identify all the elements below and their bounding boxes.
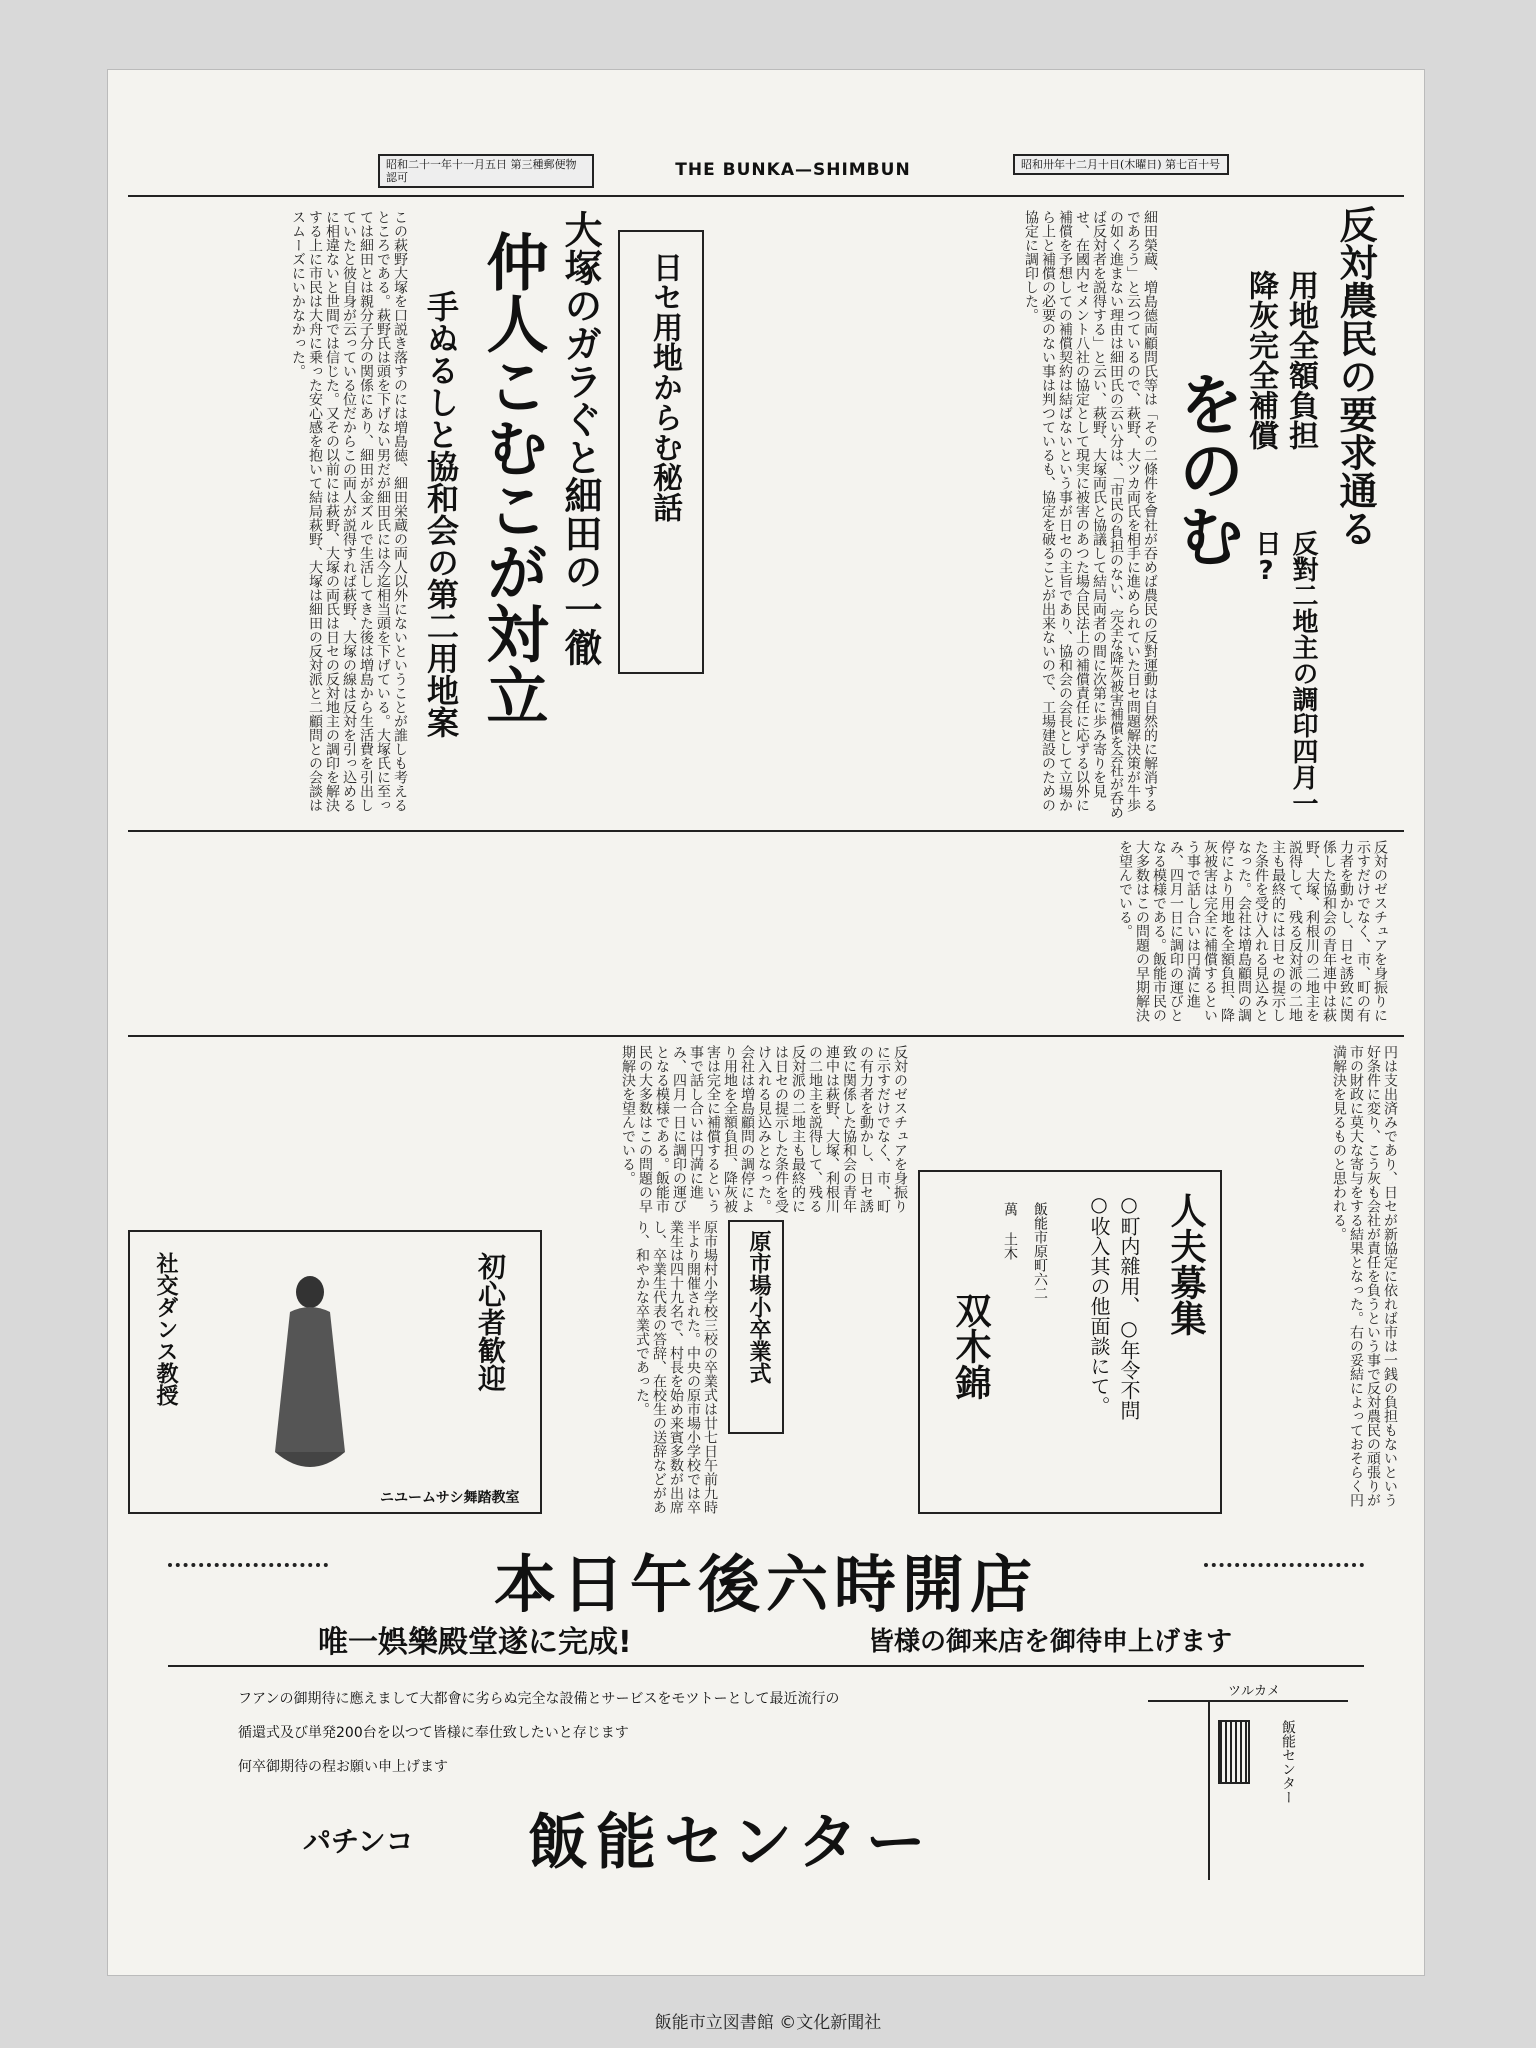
article2-headline1: 大塚のガラぐと細田の一徹 xyxy=(558,210,602,666)
mid-rule xyxy=(128,830,1404,832)
ad-rule xyxy=(168,1665,1364,1667)
location-map xyxy=(1128,1680,1368,1880)
article1-body: 細田榮蔵、増島德両顧問氏等は「その二條件を會社が吞めば農民の反對運動は自然的に解消するであろう」と云つているので、萩野、大ツカ両氏を相手に進められていた日セ問題解決策が牛歩の如く進まない理由は細田氏の云い分は、「市民の負担のない、完全な降灰被害補償を会社が呑めば反対者を説得する」と云い、萩野、大塚両氏と協議して結局両者の間に次第に歩み寄りを見せ、在國内セメント八社の協定として現実に被害のあつた場合民法上の補償責任に応ずる以外に補償を予想しての補償契約は結ばないという事が日セの主旨であり、協和会の会長として立場から上と補償の必要のない事は判つているも、協定を破ることが出来ないので、工場建設のための協定に調印した。 xyxy=(1023,210,1158,819)
school-headline: 原市場小卒業式 xyxy=(746,1230,771,1384)
article2-body: この萩野大塚を口説き落すのには増島徳、細田栄蔵の両人以外にないということが誰しも考えるところである。萩野氏は頭を下げない男だが細田氏には今迄相当頭を下げている。大塚氏に至っては細田とは親分子分の関係にあり、細田が金ズルで生活してきた後は増島から生活費を引出していたと彼自身が云っている位だからこの両人が説得すれば萩野、大塚の線は反対を引っ込めるに相違ないと世間では信じた。又その以前には萩野、大塚の両氏は日セの反対地主の調印を解決する上に市民は大舟に乗った安心感を抱いて結局萩野、大塚は細田の反対派と二顧問との会談はスムーズにいかなかった。 xyxy=(290,210,408,812)
article1-headline-date: 反對二地主の調印四月一日? xyxy=(1251,530,1318,816)
article2-headline3: 手ぬるしと協和会の第二用地案 xyxy=(422,290,460,738)
newspaper-page xyxy=(108,70,1424,1975)
banner-title: 本日午後六時開店 xyxy=(493,1548,1038,1621)
banner-sub2: 皆様の御来店を御待申上げます xyxy=(868,1627,1233,1657)
dancers-illustration xyxy=(250,1252,370,1482)
school-body: 原市場村小学校三校の卒業式は廿七日午前九時半より開催された。中央の原市場小学校では卒業生は四十九名で、村長を始め来賓多数が出席し、卒業生代表の答辞、在校生の送辞などがあり、和やかな卒業式であった。 xyxy=(634,1220,718,1514)
banner-dots-right xyxy=(1204,1563,1364,1567)
recruit-ad xyxy=(918,1170,1222,1514)
recruit-title: 人夫募集 xyxy=(1165,1192,1206,1336)
article2-headline2: 仲人こむこが対立 xyxy=(476,230,549,726)
dance-studio: ニユームサシ舞踏教室 xyxy=(380,1490,520,1506)
dance-tag1: 初心者歓迎 xyxy=(474,1252,507,1392)
ad-line3: 何卒御期待の程お願い申上げます xyxy=(238,1759,448,1775)
article1-headline-main: 反対農民の要求通る xyxy=(1333,205,1377,547)
ad-line1: フアンの御期待に應えまして大都會に劣らぬ完全な設備とサービスをモツトーとして最近流行の xyxy=(238,1691,840,1707)
map-building xyxy=(1218,1720,1250,1784)
recruit-line2: ○收入其の他面談にて。 xyxy=(1087,1192,1111,1416)
map-label-tsurukame: ツルカメ xyxy=(1228,1684,1281,1699)
map-label-center: 飯能センター xyxy=(1280,1720,1296,1804)
mid-rule-2 xyxy=(128,1035,1404,1037)
ad-pachinko: パチンコ xyxy=(303,1825,414,1858)
recruit-line1: ○町内雜用、○年令不問 xyxy=(1117,1192,1141,1420)
dance-ad xyxy=(128,1230,542,1514)
footer-credit: 飯能市立図書館 ©文化新聞社 xyxy=(654,2013,882,2033)
article1-headline-big: をのむ xyxy=(1167,370,1244,568)
opening-banner xyxy=(168,1535,1364,1660)
article1-headline-sub2: 降灰完全補償 xyxy=(1243,270,1278,450)
banner-sub1: 唯一娯樂殿堂遂に完成! xyxy=(318,1625,632,1660)
school-headline-box xyxy=(728,1220,784,1434)
ad-center-name: 飯能センター xyxy=(528,1808,934,1878)
masthead-title: THE BUNKA—SHIMBUN xyxy=(675,160,911,180)
top-rule xyxy=(128,195,1404,197)
masthead-left-box: 昭和二十一年十一月五日 第三種郵便物認可 xyxy=(378,154,594,188)
ad-line2: 循還式及び単発200台を以つて皆様に奉仕致したいと存じます xyxy=(238,1725,629,1741)
recruit-address: 飯能市原町六二 xyxy=(1032,1202,1048,1300)
masthead-right-box: 昭和卅年十二月十日(木曜日) 第七百十号 xyxy=(1013,154,1229,175)
article1-headline-sub1: 用地全額負担 xyxy=(1283,270,1318,450)
article4-body: 円は支出済みであり、日セが新協定に依れば市は一銭の負担もないという好条件に変り、こう灰も会社が責任を負うという事で反対農民の頑張りが市の財政に莫大な寄与をする結果となった。右の妥結によっておそらく円満解決を見るものと思われる。 xyxy=(1331,1045,1398,1507)
dance-tag2: 社交ダンス教授 xyxy=(153,1252,178,1406)
article2-kicker-box xyxy=(618,230,704,674)
map-road xyxy=(1148,1700,1348,1702)
article3-body: 反対のゼスチュアを身振りに示すだけでなく、市、町の有力者を動かし、日セ誘致に関係した協和会の青年連中は萩野、大塚、利根川の二地主を説得して、残る反対派の二地主も最終的には日セの提示した条件を受け入れる見込みとなった。会社は増島顧問の調停により用地を全額負担、降灰被害は完全に補償するという事で話し合いは円満に進み、四月一日に調印の運びとなる模様である。飯能市民の大多数はこの問題の早期解決を望んでいる。 xyxy=(1117,840,1388,1022)
map-road-vertical xyxy=(1208,1700,1210,1880)
recruit-company: 双木錦 xyxy=(950,1292,991,1400)
recruit-sub: 萬 土木 xyxy=(1002,1202,1018,1260)
masthead xyxy=(108,150,1424,190)
article2-kicker: 日セ用地からむ秘話 xyxy=(647,252,682,522)
article3-body-cont: 反対のゼスチュアを身振りに示すだけでなく、市、町の有力者を動かし、日セ誘致に関係した協和会の青年連中は萩野、大塚、利根川の二地主を説得して、残る反対派の二地主も最終的には日セの提示した条件を受け入れる見込みとなった。会社は増島顧問の調停により用地を全額負担、降灰被害は完全に補償するという事で話し合いは円満に進み、四月一日に調印の運びとなる模様である。飯能市民の大多数はこの問題の早期解決を望んでいる。 xyxy=(620,1045,908,1213)
